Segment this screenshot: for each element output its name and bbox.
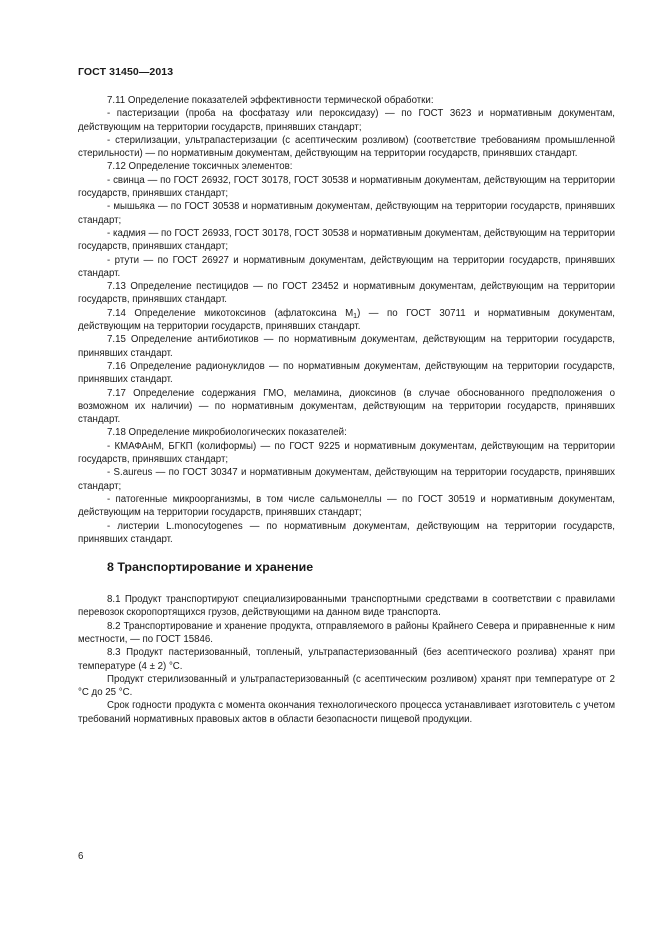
page-body bbox=[78, 94, 615, 726]
clause-7-14-end: ) — по ГОСТ 30711 и нормативным документам, действующим на территории государств, принявших стандарт. bbox=[78, 307, 615, 333]
clause-8-1: 8.1 Продукт транспортируют специализированными транспортными средствами в соответствии с правилами перевозок скоропортящихся грузов, действующими на данном виде транспорта. bbox=[78, 594, 615, 619]
clause-7-16: 7.16 Определение радионуклидов — по нормативным документам, действующим на территории государств, принявших стандарт. bbox=[78, 360, 615, 386]
clause-7-14 bbox=[78, 307, 615, 334]
clause-7-18-item: - листерии L.monocytogenes — по нормативным документам, действующим на территории государств, принявших стандарт. bbox=[78, 520, 615, 545]
clause-7-18-item: - S.aureus — по ГОСТ 30347 и нормативным документам, действующим на территории государств, принявших стандарт; bbox=[78, 467, 615, 492]
clause-7-18-item: - КМАФАнМ, БГКП (колиформы) — по ГОСТ 9225 и нормативным документам, действующим на территории государств, принявших стандарт; bbox=[78, 440, 615, 466]
clause-7-15: 7.15 Определение антибиотиков — по нормативным документам, действующим на территории государств, принявших стандарт. bbox=[78, 334, 615, 359]
page-number: 6 bbox=[78, 851, 84, 862]
clause-7-18: 7.18 Определение микробиологических показателей: bbox=[107, 427, 347, 439]
clause-8-3-paragraph: Продукт стерилизованный и ультрапастеризованный (с асептическим розливом) хранят при температуре от 2 °С до 25 °С. bbox=[78, 673, 615, 699]
clause-7-12-item: - мышьяка — по ГОСТ 30538 и нормативным документам, действующим на территории государств, принявших стандарт; bbox=[78, 201, 615, 226]
subscript: 1 bbox=[353, 312, 358, 320]
clause-8-2: 8.2 Транспортирование и хранение продукта, отправляемого в районы Крайнего Севера и приравненные к ним местности, — по ГОСТ 15846. bbox=[78, 620, 615, 645]
clause-8-3-paragraph: Срок годности продукта с момента окончания технологического процесса устанавливает изготовитель с учетом требований нормативных правовых актов в области безопасности пищевой продукции. bbox=[78, 700, 615, 725]
clause-7-14-start: 7.14 Определение микотоксинов (афлатоксина M bbox=[107, 307, 354, 319]
clause-7-11: 7.11 Определение показателей эффективности термической обработки: bbox=[107, 95, 434, 106]
clause-8-3: 8.3 Продукт пастеризованный, топленый, ультрапастеризованный (без асептического розлива) хранят при температуре (4 ± 2) °С. bbox=[78, 647, 615, 672]
clause-7-12-item: - кадмия — по ГОСТ 26933, ГОСТ 30178, ГОСТ 30538 и нормативным документам, действующим на территории государств, принявших стандарт; bbox=[78, 227, 615, 253]
clause-7-12-item: - свинца — по ГОСТ 26932, ГОСТ 30178, ГОСТ 30538 и нормативным документам, действующим на территории государств, принявших стандарт; bbox=[78, 174, 615, 200]
clause-7-12-item: - ртути — по ГОСТ 26927 и нормативным документам, действующим на территории государств, принявших стандарт. bbox=[78, 254, 615, 279]
section-8-title: 8 Транспортирование и хранение bbox=[107, 560, 314, 575]
clause-7-17: 7.17 Определение содержания ГМО, меламина, диоксинов (в случае обоснованного предположения о возможном их наличии) — по нормативным документам, действующим на территории государств, принявших стандарт. bbox=[78, 387, 615, 426]
clause-7-11-item: - пастеризации (проба на фосфатазу или пероксидазу) — по ГОСТ 3623 и нормативным документам, действующим на территории государств, принявших стандарт; bbox=[78, 108, 615, 133]
clause-7-12: 7.12 Определение токсичных элементов: bbox=[107, 161, 293, 173]
clause-7-18-item: - патогенные микроорганизмы, в том числе сальмонеллы — по ГОСТ 30519 и нормативным документам, действующим на территории государств, принявших стандарт; bbox=[78, 493, 615, 519]
document-header: ГОСТ 31450—2013 bbox=[78, 66, 174, 78]
clause-7-11-item: - стерилизации, ультрапастеризации (с асептическим розливом) (соответствие требованиям промышленной стерильности) — по нормативным документам, действующим на территории государств, принявших стандарт. bbox=[78, 134, 615, 160]
clause-7-13: 7.13 Определение пестицидов — по ГОСТ 23452 и нормативным документам, действующим на территории государств, принявших стандарт. bbox=[78, 281, 615, 306]
